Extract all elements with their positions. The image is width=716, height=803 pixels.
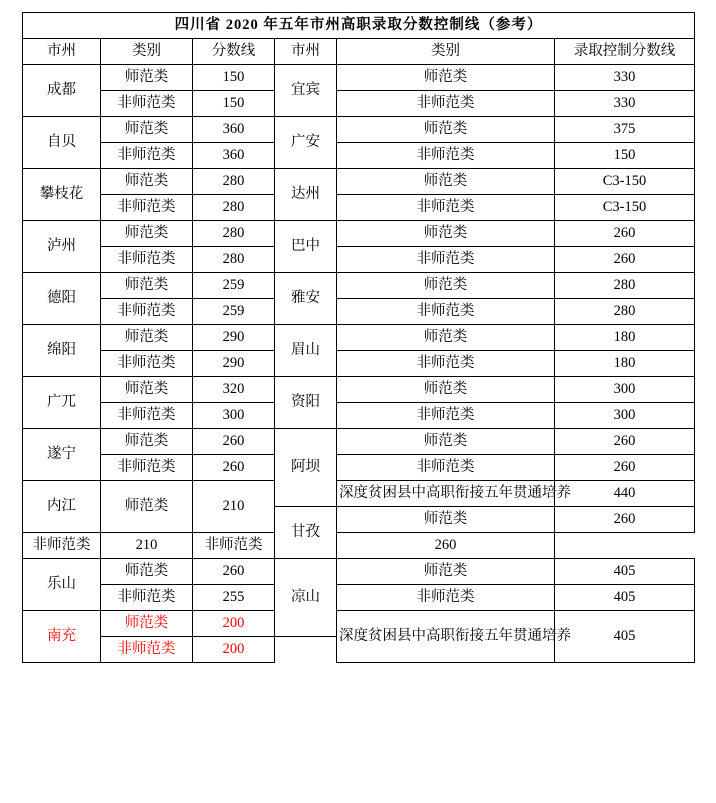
left-score: 290 [193,351,275,377]
right-score: 405 [555,585,695,611]
table-row [23,403,695,429]
right-category: 师范类 [337,325,555,351]
right-score: 375 [555,117,695,143]
header-right-category: 类别 [337,39,555,65]
table-row [23,195,695,221]
left-score: 255 [193,585,275,611]
right-category: 非师范类 [337,455,555,481]
table-row [23,455,695,481]
table-title-row [23,13,695,39]
left-city: 泸州 [23,221,101,273]
right-category: 师范类 [337,559,555,585]
right-city: 雅安 [275,273,337,325]
right-score: C3-150 [555,195,695,221]
left-score: 280 [193,221,275,247]
right-score: 300 [555,377,695,403]
left-city: 乐山 [23,559,101,611]
header-right-score: 录取控制分数线 [555,39,695,65]
left-category: 师范类 [101,169,193,195]
right-city: 阿坝 [275,429,337,507]
table-row [23,117,695,143]
left-score: 360 [193,143,275,169]
left-category: 非师范类 [101,585,193,611]
left-category: 师范类 [101,559,193,585]
left-score: 200 [193,637,275,663]
right-score: 260 [555,429,695,455]
left-city: 绵阳 [23,325,101,377]
left-score: 260 [193,429,275,455]
left-category: 师范类 [101,611,193,637]
right-score: 440 [555,481,695,507]
left-score: 150 [193,91,275,117]
left-score: 300 [193,403,275,429]
table-header-row [23,39,695,65]
left-score: 280 [193,247,275,273]
left-category: 非师范类 [101,91,193,117]
right-score: 280 [555,299,695,325]
left-city: 成都 [23,65,101,117]
right-category: 师范类 [337,65,555,91]
left-score: 360 [193,117,275,143]
right-city: 巴中 [275,221,337,273]
right-city: 眉山 [275,325,337,377]
left-score: 290 [193,325,275,351]
left-score: 259 [193,273,275,299]
left-category: 非师范类 [101,637,193,663]
header-left-category: 类别 [101,39,193,65]
right-score: 260 [555,247,695,273]
left-category: 师范类 [101,429,193,455]
table-row [23,481,695,507]
right-score: 180 [555,351,695,377]
left-category: 非师范类 [101,143,193,169]
table-row [23,169,695,195]
left-category: 师范类 [101,117,193,143]
right-score: 405 [555,559,695,585]
left-category: 师范类 [101,377,193,403]
left-category: 非师范类 [101,195,193,221]
left-city: 自贝 [23,117,101,169]
right-category: 非师范类 [337,403,555,429]
right-category: 师范类 [337,169,555,195]
right-score: 150 [555,143,695,169]
right-city: 达州 [275,169,337,221]
left-score: 320 [193,377,275,403]
right-category: 深度贫困县中高职衔接五年贯通培养 [337,611,555,663]
left-city: 德阳 [23,273,101,325]
right-category: 师范类 [337,221,555,247]
table-row [23,221,695,247]
left-category: 非师范类 [101,455,193,481]
left-score: 260 [193,559,275,585]
left-score: 280 [193,195,275,221]
table-row [23,559,695,585]
header-left-score: 分数线 [193,39,275,65]
table-row [23,429,695,455]
table-row [23,247,695,273]
left-category: 师范类 [101,273,193,299]
right-score: 300 [555,403,695,429]
table-row [23,611,695,637]
right-city: 广安 [275,117,337,169]
right-category: 非师范类 [193,533,275,559]
left-category: 非师范类 [23,533,101,559]
right-score: 260 [555,455,695,481]
right-score: 260 [555,221,695,247]
table-row [23,143,695,169]
right-score: 260 [337,533,555,559]
right-category: 非师范类 [337,585,555,611]
left-city: 广兀 [23,377,101,429]
header-left-city: 市州 [23,39,101,65]
right-category: 师范类 [337,429,555,455]
left-score: 210 [193,481,275,533]
left-score: 150 [193,65,275,91]
left-category: 师范类 [101,481,193,533]
left-category: 非师范类 [101,299,193,325]
left-score: 260 [193,455,275,481]
left-category: 师范类 [101,65,193,91]
table-row [23,585,695,611]
right-city: 凉山 [275,559,337,637]
right-category: 师范类 [337,507,555,533]
right-category: 非师范类 [337,91,555,117]
left-city: 攀枝花 [23,169,101,221]
left-city-highlight: 南充 [23,611,101,663]
right-score: 330 [555,65,695,91]
left-score: 280 [193,169,275,195]
table-row [23,351,695,377]
table-row [23,325,695,351]
left-city: 内江 [23,481,101,533]
right-category: 非师范类 [337,195,555,221]
right-category: 非师范类 [337,143,555,169]
right-category: 师范类 [337,377,555,403]
left-score: 200 [193,611,275,637]
right-score: 280 [555,273,695,299]
right-score: C3-150 [555,169,695,195]
table-row [23,91,695,117]
right-score: 330 [555,91,695,117]
left-category: 非师范类 [101,351,193,377]
table-row [23,377,695,403]
left-score: 210 [101,533,193,559]
left-category: 非师范类 [101,247,193,273]
table-row [23,299,695,325]
right-score: 405 [555,611,695,663]
table-row [23,273,695,299]
left-city: 遂宁 [23,429,101,481]
right-city: 甘孜 [275,507,337,559]
right-city: 资阳 [275,377,337,429]
right-category: 非师范类 [337,299,555,325]
left-category: 师范类 [101,325,193,351]
left-score: 259 [193,299,275,325]
right-city: 宜宾 [275,65,337,117]
right-category: 非师范类 [337,247,555,273]
right-category: 非师范类 [337,351,555,377]
table-row [23,65,695,91]
header-right-city: 市州 [275,39,337,65]
left-category: 非师范类 [101,403,193,429]
right-score: 180 [555,325,695,351]
right-category: 师范类 [337,117,555,143]
page-title: 四川省 2020 年五年市州高职录取分数控制线（参考） [23,13,695,39]
score-control-line-table [22,12,695,663]
left-category: 师范类 [101,221,193,247]
right-score: 260 [555,507,695,533]
table-row [23,533,695,559]
right-category: 师范类 [337,273,555,299]
right-category: 深度贫困县中高职衔接五年贯通培养 [337,481,555,507]
